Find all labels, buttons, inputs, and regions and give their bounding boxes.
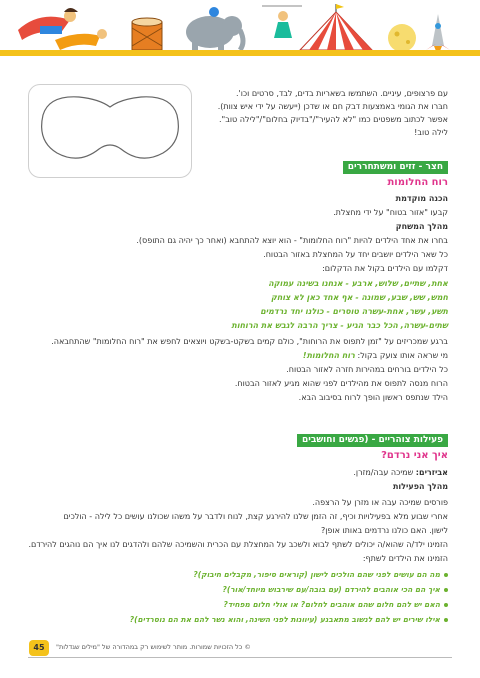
- equipment-line: [353, 467, 448, 478]
- bullet-dot-icon: [444, 618, 448, 622]
- equipment-label: אביזרים:: [415, 468, 448, 477]
- flying-girl-icon: [18, 8, 78, 40]
- instruction-line: דקלמו עם הילדים בקול את הדקלום:: [322, 264, 448, 273]
- shout-text: רוח החלומות!: [302, 351, 355, 360]
- instruction-line: הרוח מנסה לתפוס את מהילדים לפני שהוא מגיע לאזור הבטוח.: [234, 379, 448, 388]
- instruction-line: בחרו את אחד הילדים להיות "רוח החלומות" - הוא יוצא להתחבא (ואחר כך יהיה גם התופס).: [136, 236, 448, 245]
- footer-divider: [28, 657, 452, 658]
- circus-tent-icon: [300, 4, 372, 50]
- instruction-line: הילד שנתפס ראשון הופך לרוח בסיבוב הבא.: [298, 393, 448, 402]
- intro-line: לילה טוב!: [414, 128, 448, 137]
- header-yellow-band: [0, 50, 480, 56]
- sleep-mask-template: [28, 84, 192, 178]
- instruction-line: לישון. האם כולנו נרדמים באותו אופן?: [321, 526, 448, 535]
- bullet-dot-icon: [444, 573, 448, 577]
- course-label: מהלך המשחק: [395, 222, 448, 231]
- instruction-line: הזמינו את הילדים לשתף:: [362, 554, 448, 563]
- footer: [0, 632, 480, 678]
- bullet-text: האם יש להם חלום שהם אוהבים לחלום? או אולי חלום מפחיד?: [223, 600, 440, 609]
- activity-title: איך אני נרדם?: [381, 450, 448, 461]
- bullet-dot-icon: [444, 588, 448, 592]
- prep-text: קבעו "אזור בטוח" על ידי מחצלת.: [333, 208, 448, 217]
- intro-line: עם פרצופים, עיניים. השתמשו בשאריות בדים, לבד, סרטים וכו'.: [235, 89, 448, 98]
- instruction-line: הזמינו ילד/ה שהוא/ה יכולים לשתף לבוא ולשכב על המחצלת עם הכרית והשמיכה שלהם ולהדגים לנו איך הם נוהגים להירדם.: [28, 540, 448, 549]
- bullet-dot-icon: [444, 603, 448, 607]
- sleep-mask-icon: [29, 85, 191, 177]
- bullet-item: [222, 584, 448, 595]
- chant-line: אחת, שתיים, שלוש, ארבע - אנחנו בשינה עמוקה: [268, 279, 448, 288]
- section-bar-yard: חצר - זזים ומשתחררים: [343, 161, 448, 174]
- prep-label: הכנה מוקדמת: [395, 194, 448, 203]
- bullet-item: [223, 599, 448, 610]
- drum-icon: [132, 18, 162, 50]
- instruction-line: כל שאר הילדים יושבים יחד על המחצלת באזור הבטוח.: [263, 250, 448, 259]
- page-number: 45: [29, 640, 49, 656]
- elephant-icon: [186, 7, 243, 52]
- instruction-line: כל הילדים בורחים במהירות חזרה לאזור הבטוח.: [286, 365, 448, 374]
- section-bar-noon: פעילות צוהריים - (פגשים וחושבים: [297, 434, 448, 447]
- intro-line: אפשר לכתוב משפטים כמו "לא להעיר"/"בדיוק בחלום"/"לילה טוב".: [218, 115, 448, 124]
- chant-line: חמש, שש, שבע, שמונה - אף אחד כאן לא צוחק: [271, 293, 448, 302]
- bullet-item: [130, 614, 448, 625]
- bullet-text: איך הם הכי אוהבים להירדם (עם בובה/עם שירבוש מיוחד/אור)?: [222, 585, 440, 594]
- chant-line: שתים-עשרה, הכל כבר הגיע - צריך הרבה לגבש את הרוחות: [231, 321, 448, 330]
- instruction-text: מי שראה אותו צועק בקול:: [357, 351, 448, 360]
- instruction-line: ברגע שמכריזים על "זמן לתפוס את הרוחות", כולם קמים בשקט-בשקט ויוצאים לחפש את "רוח החלומות" שהתחבאה.: [51, 337, 448, 346]
- header-illustration: [0, 0, 480, 58]
- bullet-text: אילו שירים יש להם לנשוב מתאבנע (עיוונות לפני השינה, והוא נשר להם את הם נוסרדים)?: [129, 615, 440, 624]
- acrobat-icon: [262, 6, 302, 38]
- instruction-line: פורסים שמיכה עבה או מזרן על הרצפה.: [312, 498, 448, 507]
- flying-man-icon: [55, 29, 107, 50]
- intro-line: חבּרו את הגומי באמצעות דבק חם או שדכן (ייעשה על ידי איש צוות).: [217, 102, 448, 111]
- bullet-text: מה הם עושים לפני שהם הולכים לישון (קוראים סיפור, מקבלים חיבוק)?: [193, 570, 440, 579]
- copyright-text: © כל הזכויות שמורות. מותר לשימוש רק במהדורה של "מילים שגדלות": [56, 643, 251, 651]
- equipment-text: שמיכה עבה/מזרן.: [353, 468, 414, 477]
- moon-icon: [388, 24, 416, 52]
- instruction-line: אחרי שבוע מלא בפעילויות וכיף, זה הזמן שלנו להירגע קצת, לנוח ולדבר על משהו שכולנו עושים כל לילה - הולכים: [63, 512, 448, 521]
- chant-line: תשע, עשר, אחת-עשרה טוסרים - כולנו יחד נרדמים: [260, 307, 448, 316]
- course-label: מהלך הפעילות: [392, 482, 448, 491]
- bullet-item: [193, 569, 448, 580]
- instruction-line: [303, 350, 448, 361]
- activity-title: רוח החלומות: [387, 177, 448, 188]
